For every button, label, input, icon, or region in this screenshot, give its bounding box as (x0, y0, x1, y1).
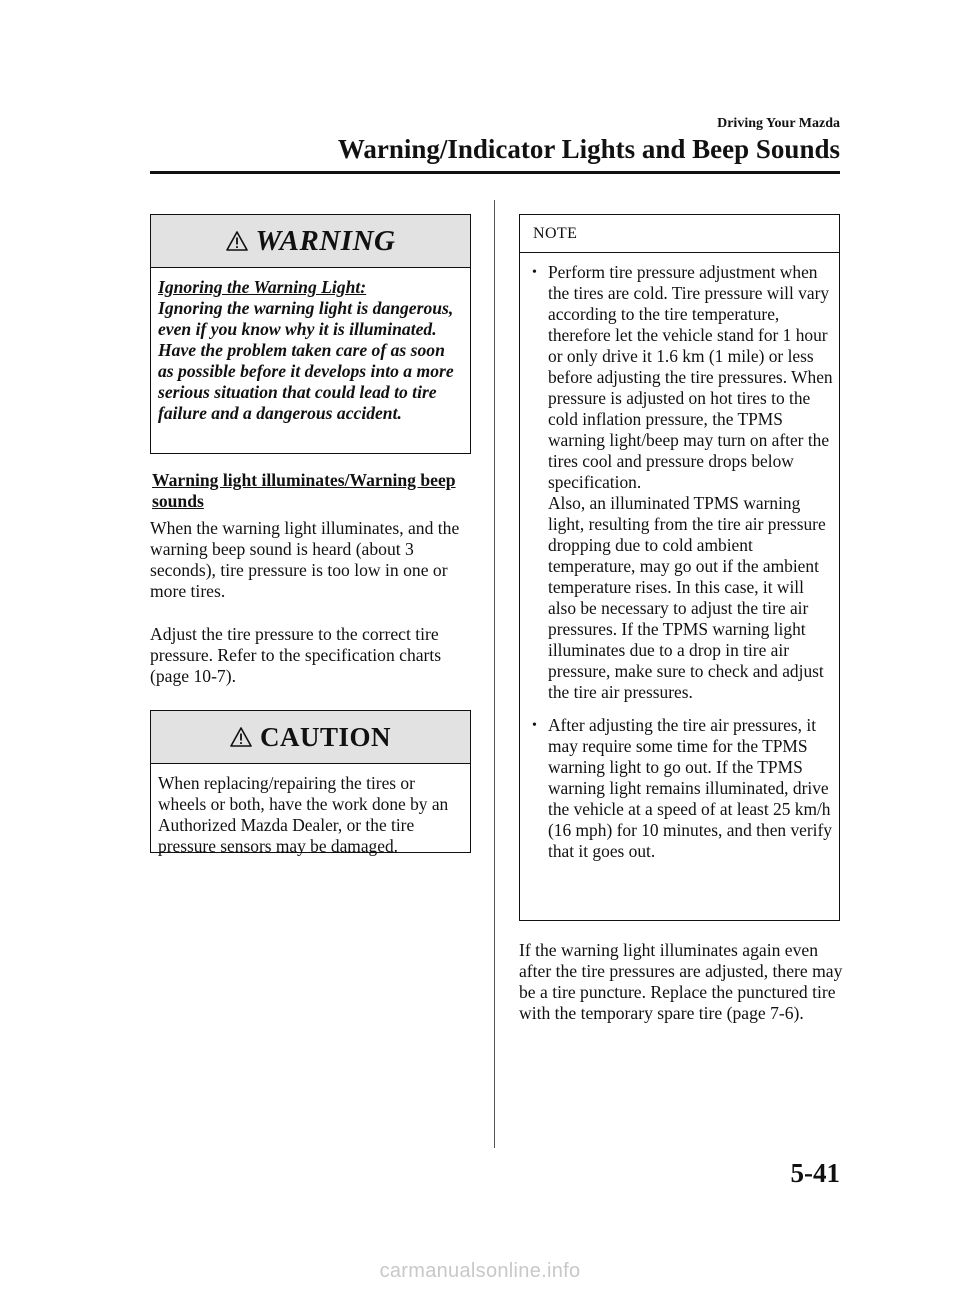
watermark-text: carmanualsonline.info (379, 1260, 581, 1282)
section-title: Warning/Indicator Lights and Beep Sounds (337, 134, 840, 164)
subheading-warning-light: Warning light illuminates/Warning beep sounds (152, 470, 456, 511)
note-item-text: After adjusting the tire air pressures, it may require some time for the TPMS warning light to go out. If the TPMS warning light remains illuminated, drive the vehicle at a speed of at least 25 km/h (16 mph) for 10 minutes, and then verify that it goes out. (548, 715, 832, 861)
header-rule (150, 171, 840, 174)
caution-heading: CAUTION (259, 721, 391, 752)
bullet-icon: • (532, 718, 537, 733)
note-item (532, 715, 833, 862)
caution-triangle-icon (230, 727, 252, 747)
paragraph-adjust-pressure: Adjust the tire pressure to the correct tire pressure. Refer to the specification charts (page 10-7). (150, 624, 442, 686)
column-divider (494, 200, 495, 1148)
caution-box-header (151, 711, 470, 764)
warning-box-header (151, 215, 470, 268)
caution-text: When replacing/repairing the tires or wheels or both, have the work done by an Authorized Mazda Dealer, or the tire pressure sensors may be damaged. (158, 773, 449, 856)
note-item-text-continued: Also, an illuminated TPMS warning light, resulting from the tire air pressure dropping due to cold ambient temperature, may go out if the ambient temperature rises. In this case, it will also be necessary to adjust the tire air pressures. If the TPMS warning light illuminates due to a drop in tire air pressure, make sure to check and adjust the tire air pressures. (548, 493, 826, 702)
warning-title: Ignoring the Warning Light: (158, 277, 367, 297)
warning-heading: WARNING (255, 224, 396, 257)
note-item (532, 262, 833, 703)
chapter-title: Driving Your Mazda (717, 116, 840, 131)
note-list (520, 253, 839, 862)
warning-text: Ignoring the warning light is dangerous, even if you know why it is illuminated. Have the problem taken care of as soon as possible before it develops into a more serious situation that could lead to tire failure and a dangerous accident. (158, 298, 454, 423)
warning-box (150, 214, 471, 454)
warning-triangle-icon (226, 231, 248, 251)
page-number: 5-41 (790, 1158, 840, 1188)
note-box (519, 214, 840, 921)
note-item-text: Perform tire pressure adjustment when the tires are cold. Tire pressure will vary according to the tire temperature, therefore let the vehicle stand for 1 hour or only drive it 1.6 km (1 mile) or less before adjusting the tire pressures. When pressure is adjusted on hot tires to the cold inflation pressure, the TPMS warning light/beep may turn on after the tires cool and pressure drops below specification. (548, 262, 833, 492)
paragraph-warning-light: When the warning light illuminates, and the warning beep sound is heard (about 3 seconds), tire pressure is too low in one or more tires. (150, 518, 460, 601)
paragraph-puncture: If the warning light illuminates again even after the tire pressures are adjusted, there may be a tire puncture. Replace the punctured tire with the temporary spare tire (page 7-6). (519, 940, 843, 1023)
note-heading: NOTE (520, 215, 839, 253)
caution-box (150, 710, 471, 856)
warning-body (151, 268, 470, 424)
bullet-icon: • (532, 265, 537, 280)
